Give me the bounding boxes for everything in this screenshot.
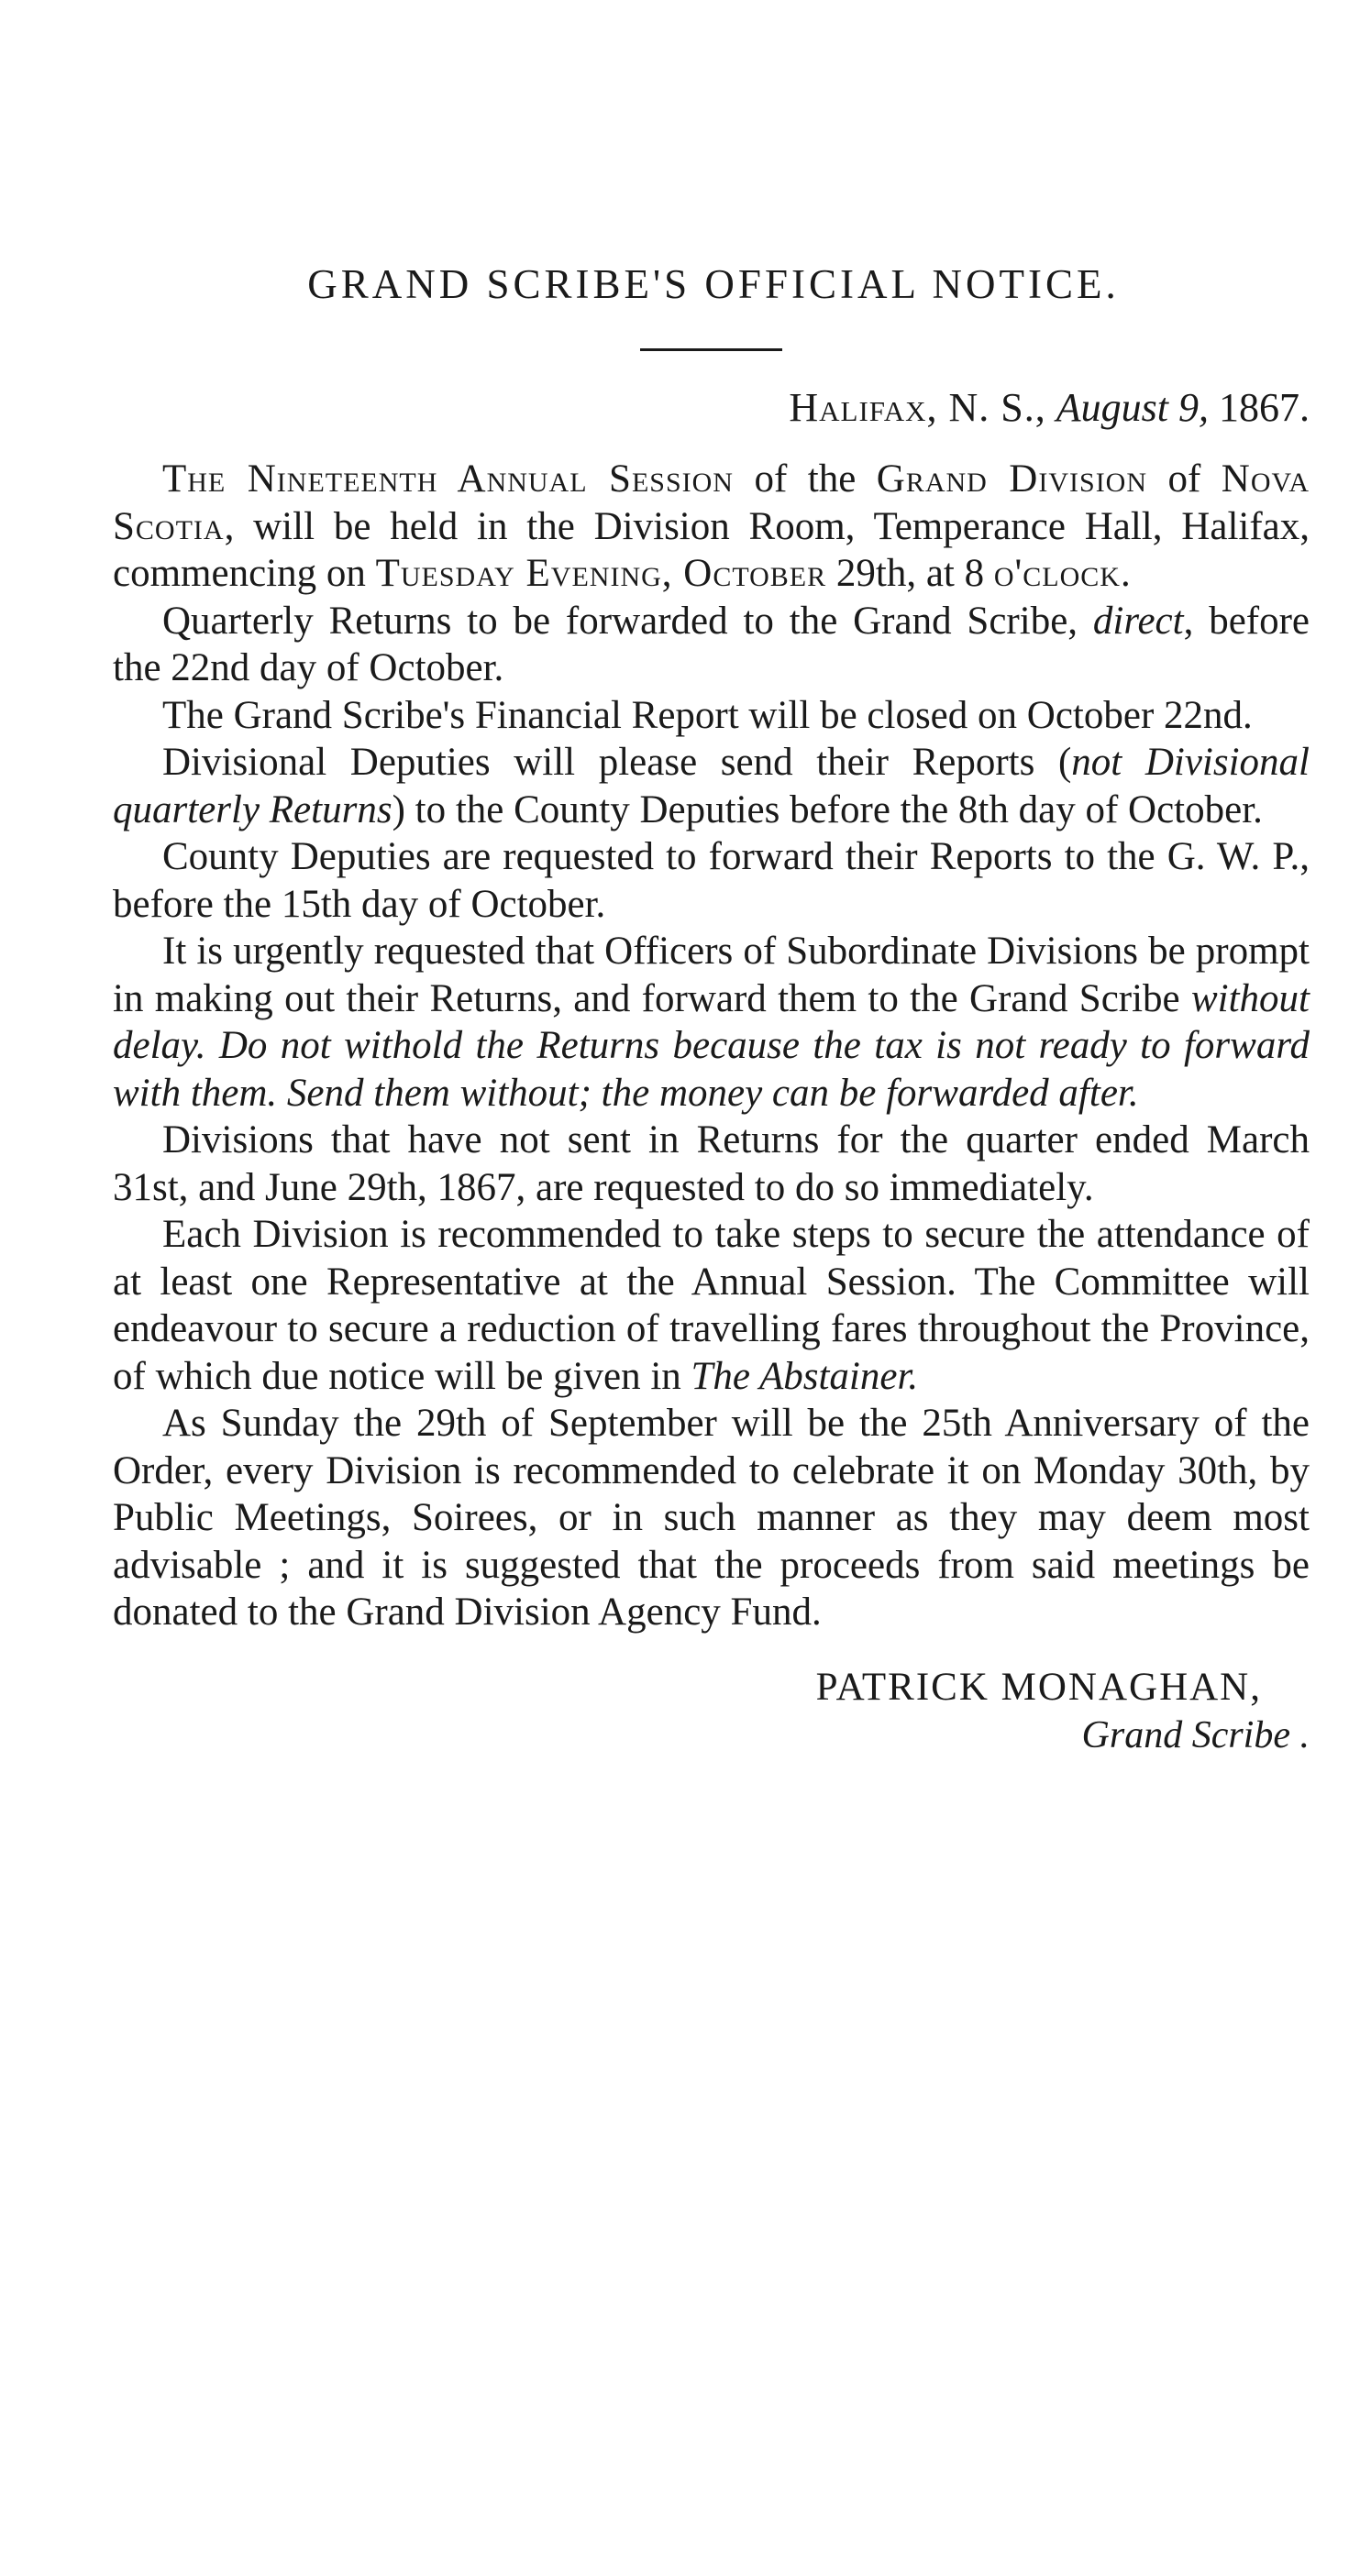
p8-text-a: Each Division is recommended to take steps to secure the attendance of at least one Representative at the Annual Session. The Committee will endeavour to secure a reduction of travelling fares throughout the Province, of which due notice will be given in [113, 1213, 1310, 1398]
dateline [113, 384, 1310, 432]
session-name: The Nineteenth Annual Session [162, 457, 734, 501]
p1-text-h: 29th, at 8 [826, 552, 994, 595]
p6-text-a: It is urgently requested that Officers of Subordinate Divisions be prompt in making out their Returns, and forward them to the Grand Scribe [113, 930, 1310, 1020]
p1-text-d: of [1147, 457, 1222, 501]
p1-text-b: of the [733, 457, 877, 501]
notice-title: GRAND SCRIBE'S OFFICIAL NOTICE. [307, 261, 1120, 307]
p4-text-a: Divisional Deputies will please send their Reports ( [162, 741, 1072, 784]
paragraph-county-deputies: County Deputies are requested to forward their Reports to the G. W. P., before the 15th day of October. [113, 835, 1310, 926]
notice-page [113, 248, 1310, 1759]
paragraph-session [113, 456, 1310, 598]
paragraph-anniversary: As Sunday the 29th of September will be the 25th Anniversary of the Order, every Division is recommended to celebrate it on Monday 30th, by Public Meetings, Soirees, or in such manner as they may deem most advisable ; and it is suggested that the proceeds from said meetings be donated to the Grand Division Agency Fund. [113, 1402, 1310, 1634]
p2-text-a: Quarterly Returns to be forwarded to the Grand Scribe, [162, 599, 1093, 643]
province-name: Nova Scotia [113, 457, 1310, 548]
paragraph-quarterly-returns [113, 598, 1310, 692]
p1-text-f: , will be held in the Division Room, Temperance Hall, Halifax, commencing on [113, 504, 1310, 595]
p2-text-c: , before the 22nd day of October. [113, 599, 1310, 689]
signature-title: Grand Scribe . [1081, 1713, 1310, 1756]
direct-emphasis: direct [1092, 599, 1184, 643]
session-start-time: o'clock. [993, 552, 1132, 595]
notice-body [113, 456, 1310, 1636]
paragraph-missing-returns: Divisions that have not sent in Returns for the quarter ended March 31st, and June 29th, 1867, are requested to do so immediately. [113, 1118, 1310, 1209]
p4-text-c: ) to the County Deputies before the 8th day of October. [392, 787, 1263, 831]
session-start-day: Tuesday Evening, October [375, 552, 827, 595]
signature-name: PATRICK MONAGHAN, [815, 1665, 1262, 1709]
title-divider [640, 348, 782, 351]
paragraph-representative [113, 1211, 1310, 1400]
paragraph-urgent-request [113, 928, 1310, 1117]
not-returns-emphasis: not Divisional quarterly Returns [113, 741, 1310, 831]
abstainer-title: The Abstainer. [691, 1354, 919, 1398]
dateline-year: 1867. [1219, 385, 1310, 430]
paragraph-divisional-deputies [113, 739, 1310, 833]
without-delay-emphasis: without delay. Do not withold the Returns because the tax is not ready to forward with them. Send them without; the money can be forwarded after. [113, 976, 1310, 1115]
grand-division-name: Grand Division [876, 457, 1148, 501]
dateline-place: Halifax, N. S., [789, 385, 1046, 430]
paragraph-financial-report: The Grand Scribe's Financial Report will be closed on October 22nd. [162, 693, 1253, 737]
dateline-date: August 9, [1056, 385, 1209, 430]
